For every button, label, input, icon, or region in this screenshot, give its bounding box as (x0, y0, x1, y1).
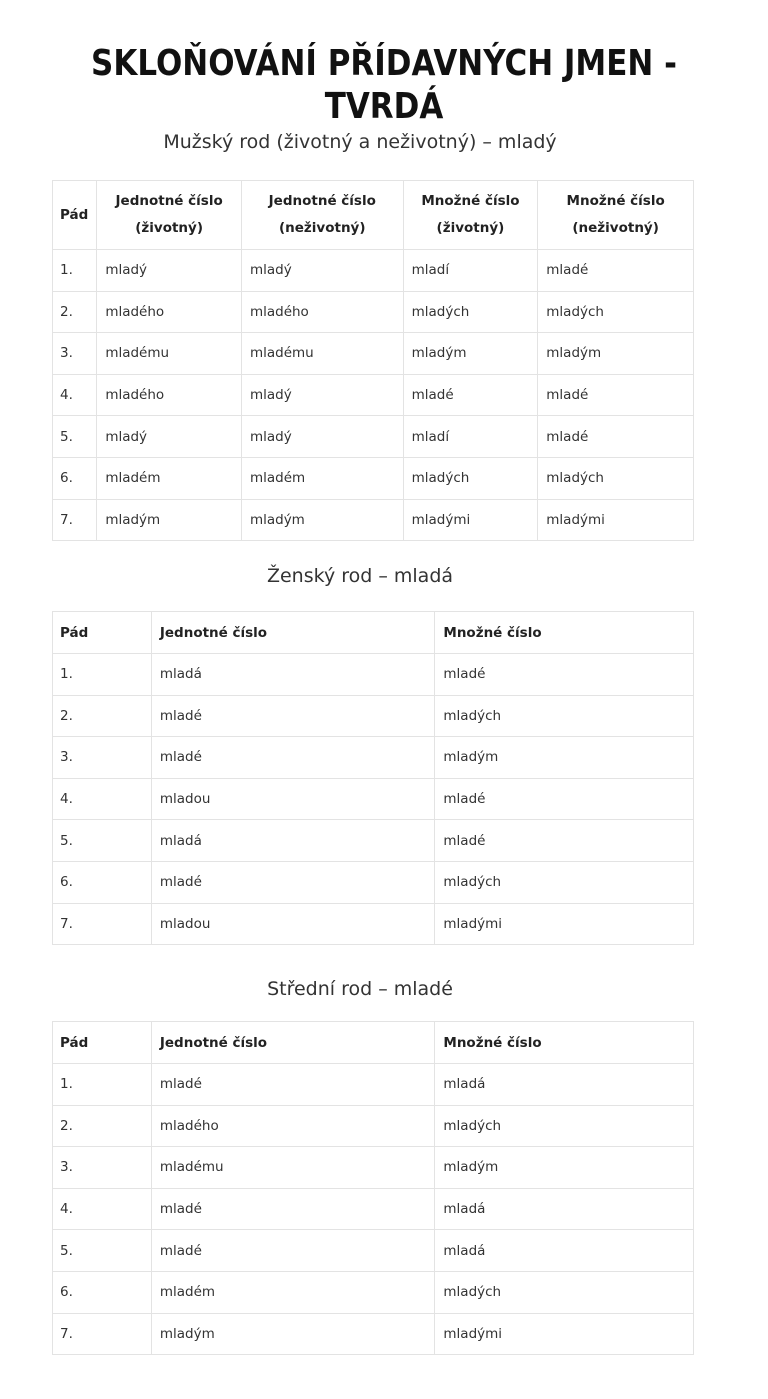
column-header-text: Množné číslo (566, 193, 665, 209)
case-number-cell: 7. (53, 1313, 152, 1355)
table-cell: mladé (151, 861, 435, 903)
case-number-cell: 2. (53, 1105, 152, 1147)
table-cell: mladé (151, 737, 435, 779)
table-cell: mladém (241, 457, 403, 499)
table-cell: mladé (538, 416, 694, 458)
column-header-text: (neživotný) (279, 220, 366, 236)
table-row (53, 499, 694, 541)
table-cell: mladá (435, 1188, 694, 1230)
masculine-declension-table (52, 180, 694, 541)
table-row (53, 416, 694, 458)
table-cell: mladém (151, 1271, 435, 1313)
column-header (97, 181, 242, 250)
case-number-cell: 3. (53, 737, 152, 779)
table-cell: mladá (435, 1230, 694, 1272)
table-cell: mladým (97, 499, 242, 541)
table-cell: mladém (97, 457, 242, 499)
table-cell: mladé (151, 695, 435, 737)
table-row (53, 374, 694, 416)
case-number-cell: 4. (53, 1188, 152, 1230)
case-number-cell: 4. (53, 374, 97, 416)
table-row (53, 695, 694, 737)
case-number-cell: 4. (53, 778, 152, 820)
table-cell: mladí (403, 250, 538, 292)
table-row (53, 820, 694, 862)
table-cell: mladé (435, 778, 694, 820)
table-cell: mladé (151, 1188, 435, 1230)
table-row (53, 1188, 694, 1230)
table-cell: mladý (241, 374, 403, 416)
table-header-row (53, 1022, 694, 1064)
case-number-cell: 7. (53, 903, 152, 945)
table-cell: mladé (151, 1230, 435, 1272)
table-row (53, 861, 694, 903)
table-row (53, 333, 694, 375)
table-cell: mladých (403, 291, 538, 333)
feminine-declension-table (52, 611, 694, 945)
column-header-text: (neživotný) (572, 220, 659, 236)
column-header-text: (životný) (135, 220, 204, 236)
table-cell: mladí (403, 416, 538, 458)
table-cell: mladý (241, 250, 403, 292)
case-number-cell: 1. (53, 654, 152, 696)
table-cell: mladé (403, 374, 538, 416)
table-row (53, 1230, 694, 1272)
column-header-text: Jednotné číslo (159, 624, 268, 641)
table-cell: mladému (241, 333, 403, 375)
table-cell: mladým (435, 1147, 694, 1189)
case-number-cell: 3. (53, 1147, 152, 1189)
table-cell: mladou (151, 778, 435, 820)
table-cell: mladé (151, 1064, 435, 1106)
table-cell: mladými (403, 499, 538, 541)
table-cell: mladého (97, 291, 242, 333)
table-cell: mladých (403, 457, 538, 499)
column-header-text: Jednotné číslo (268, 193, 376, 209)
column-header (53, 1022, 152, 1064)
case-number-cell: 6. (53, 1271, 152, 1313)
table-cell: mladým (538, 333, 694, 375)
table-cell: mladému (97, 333, 242, 375)
column-header-text: Množné číslo (443, 624, 542, 641)
table-cell: mladým (403, 333, 538, 375)
table-cell: mladému (151, 1147, 435, 1189)
column-header-text: Pád (60, 206, 89, 223)
table-cell: mladých (435, 1105, 694, 1147)
table-cell: mladé (538, 250, 694, 292)
column-header (151, 612, 435, 654)
column-header-text: Pád (60, 624, 89, 641)
table-row (53, 291, 694, 333)
case-number-cell: 5. (53, 416, 97, 458)
case-number-cell: 1. (53, 1064, 152, 1106)
case-number-cell: 5. (53, 820, 152, 862)
table-cell: mladého (241, 291, 403, 333)
table-row (53, 654, 694, 696)
table-row (53, 1064, 694, 1106)
table-cell: mladých (435, 861, 694, 903)
table-cell: mladých (435, 695, 694, 737)
table-cell: mladého (97, 374, 242, 416)
table-row (53, 1313, 694, 1355)
case-number-cell: 3. (53, 333, 97, 375)
table-cell: mladými (435, 1313, 694, 1355)
case-number-cell: 6. (53, 457, 97, 499)
table-cell: mladé (435, 820, 694, 862)
column-header-text: Jednotné číslo (115, 193, 223, 209)
table-header-row (53, 612, 694, 654)
section-title-masculine: Mužský rod (životný a neživotný) – mladý (163, 131, 557, 153)
column-header-text: (životný) (436, 220, 505, 236)
table-row (53, 250, 694, 292)
column-header (435, 612, 694, 654)
column-header (151, 1022, 435, 1064)
table-cell: mladými (538, 499, 694, 541)
case-number-cell: 5. (53, 1230, 152, 1272)
page-title: SKLOŇOVÁNÍ PŘÍDAVNÝCH JMEN - TVRDÁ (91, 43, 677, 128)
table-cell: mladým (435, 737, 694, 779)
section-title-feminine: Ženský rod – mladá (266, 565, 454, 587)
table-cell: mladých (538, 457, 694, 499)
column-header (538, 181, 694, 250)
table-row (53, 457, 694, 499)
case-number-cell: 1. (53, 250, 97, 292)
case-number-cell: 2. (53, 695, 152, 737)
column-header-text: Jednotné číslo (159, 1034, 268, 1051)
table-cell: mladý (97, 250, 242, 292)
column-header (241, 181, 403, 250)
section-title-neuter: Střední rod – mladé (267, 978, 453, 1000)
case-number-cell: 7. (53, 499, 97, 541)
table-cell: mladá (151, 654, 435, 696)
table-cell: mladé (538, 374, 694, 416)
case-number-cell: 6. (53, 861, 152, 903)
table-row (53, 778, 694, 820)
column-header (53, 181, 97, 250)
column-header (53, 612, 152, 654)
table-cell: mladých (435, 1271, 694, 1313)
column-header-text: Množné číslo (443, 1034, 542, 1051)
case-number-cell: 2. (53, 291, 97, 333)
column-header-text: Pád (60, 1034, 89, 1051)
table-cell: mladými (435, 903, 694, 945)
table-cell: mladou (151, 903, 435, 945)
table-cell: mladého (151, 1105, 435, 1147)
table-row (53, 1271, 694, 1313)
table-row (53, 737, 694, 779)
neuter-declension-table (52, 1021, 694, 1355)
table-row (53, 903, 694, 945)
column-header (435, 1022, 694, 1064)
table-cell: mladé (435, 654, 694, 696)
table-cell: mladý (241, 416, 403, 458)
table-cell: mladý (97, 416, 242, 458)
table-cell: mladá (151, 820, 435, 862)
table-cell: mladá (435, 1064, 694, 1106)
table-header-row (53, 181, 694, 250)
column-header-text: Množné číslo (421, 193, 520, 209)
table-cell: mladým (241, 499, 403, 541)
table-cell: mladých (538, 291, 694, 333)
table-row (53, 1147, 694, 1189)
column-header (403, 181, 538, 250)
table-cell: mladým (151, 1313, 435, 1355)
table-row (53, 1105, 694, 1147)
